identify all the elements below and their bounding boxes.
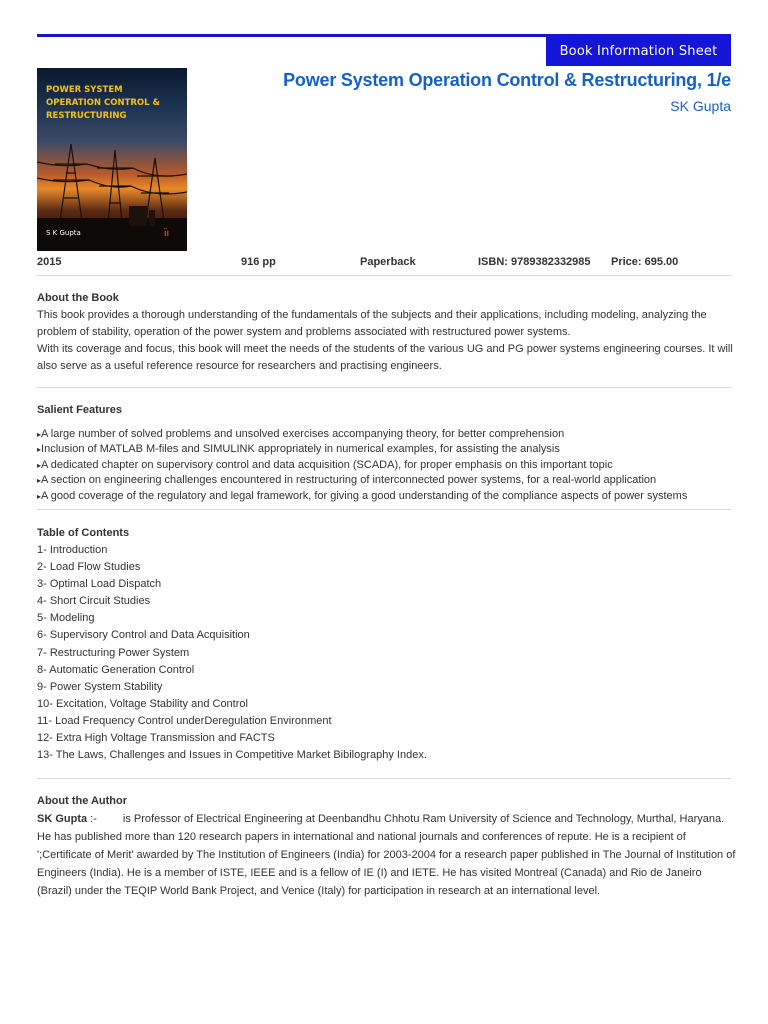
bullet-arrow-icon: ▸ bbox=[37, 476, 42, 486]
divider bbox=[37, 387, 731, 388]
salient-features-heading: Salient Features bbox=[37, 404, 122, 416]
book-cover-image bbox=[37, 68, 187, 251]
list-item: ▸A dedicated chapter on supervisory control and data acquisition (SCADA), for proper emphasis on this important topic bbox=[37, 458, 613, 471]
binding-type: Paperback bbox=[360, 256, 416, 268]
toc-item: 13- The Laws, Challenges and Issues in Competitive Market Bibilography Index. bbox=[37, 749, 427, 762]
about-author-heading: About the Author bbox=[37, 795, 128, 807]
book-meta-row bbox=[37, 256, 731, 272]
toc-item: 5- Modeling bbox=[37, 612, 95, 625]
cover-author: S K Gupta bbox=[46, 229, 81, 237]
bullet-arrow-icon: ▸ bbox=[37, 491, 42, 501]
isbn: ISBN: 9789382332985 bbox=[478, 256, 591, 268]
toc-heading: Table of Contents bbox=[37, 527, 130, 539]
list-item: ▸A large number of solved problems and unsolved exercises accompanying theory, for better comprehension bbox=[37, 428, 565, 440]
author-bio bbox=[37, 810, 737, 900]
bullet-arrow-icon: ▸ bbox=[37, 445, 42, 455]
book-author: SK Gupta bbox=[670, 98, 731, 114]
about-book-paragraph: With its coverage and focus, this book will meet the needs of the students of the various UG and PG power systems engineering courses. It will also serve as a useful reference resource for researchers and practising engineers. bbox=[37, 343, 733, 372]
bullet-arrow-icon: ▸ bbox=[37, 460, 42, 470]
page-count: 916 pp bbox=[241, 256, 276, 268]
author-name: SK Gupta bbox=[37, 813, 88, 825]
toc-item: 4- Short Circuit Studies bbox=[37, 595, 151, 608]
list-item: ▸Inclusion of MATLAB M-files and SIMULINK appropriately in numerical examples, for assisting the analysis bbox=[37, 443, 560, 456]
toc-item: 8- Automatic Generation Control bbox=[37, 663, 195, 676]
price: Price: 695.00 bbox=[611, 256, 679, 268]
toc-item: 7- Restructuring Power System bbox=[37, 646, 190, 659]
toc-item: 12- Extra High Voltage Transmission and FACTS bbox=[37, 732, 275, 745]
divider bbox=[37, 275, 731, 276]
toc-item: 10- Excitation, Voltage Stability and Control bbox=[37, 697, 248, 710]
publisher-logo: ı̈ı bbox=[164, 228, 170, 238]
toc-item: 2- Load Flow Studies bbox=[37, 561, 141, 574]
divider bbox=[37, 778, 731, 779]
about-book-paragraph: This book provides a thorough understanding of the fundamentals of the subjects and their applications, including modeling, analyzing the problem of stability, operation of the power system and problems associated with restructured power systems. bbox=[37, 309, 707, 338]
cover-title: POWER SYSTEM OPERATION CONTROL & RESTRUCTURING bbox=[46, 85, 160, 121]
salient-features-list bbox=[37, 427, 737, 504]
list-item: ▸A section on engineering challenges encountered in restructuring of interconnected power systems, for a real-world application bbox=[37, 474, 657, 487]
toc-item: 9- Power System Stability bbox=[37, 680, 163, 693]
about-book-heading: About the Book bbox=[37, 292, 119, 304]
sheet-label: Book Information Sheet bbox=[546, 37, 731, 66]
toc-item: 3- Optimal Load Dispatch bbox=[37, 578, 162, 591]
toc-list bbox=[37, 542, 427, 764]
divider bbox=[37, 509, 731, 510]
toc-item: 11- Load Frequency Control underDeregulation Environment bbox=[37, 714, 332, 727]
toc-item: 1- Introduction bbox=[37, 544, 108, 556]
bullet-arrow-icon: ▸ bbox=[37, 430, 42, 439]
author-separator: :- bbox=[87, 813, 97, 825]
book-title: Power System Operation Control & Restructuring, 1/e bbox=[283, 70, 731, 90]
list-item: ▸A good coverage of the regulatory and legal framework, for giving a good understanding of the compliance aspects of power systems bbox=[37, 489, 688, 502]
author-bio-text: is Professor of Electrical Engineering at Deenbandhu Chhotu Ram University of Science and Technology, Murthal, Haryana. He has published more than 120 research papers in international and national journals and conferences of repute. He is a recipient of ';Certificate of Merit' awarded by The Institution of Engineers (India) for 2003-2004 for a research paper published in The Journal of Institution of Engineers (India). He is a member of ISTE, IEEE and is a fellow of IE (I) and IETE. He has visited Montreal (Canada) and Rio de Janeiro (Brazil) under the TEQIP World Bank Project, and Venice (Italy) for participation in research at an international level. bbox=[37, 813, 736, 897]
publication-year: 2015 bbox=[37, 256, 62, 268]
toc-item: 6- Supervisory Control and Data Acquisition bbox=[37, 629, 250, 642]
